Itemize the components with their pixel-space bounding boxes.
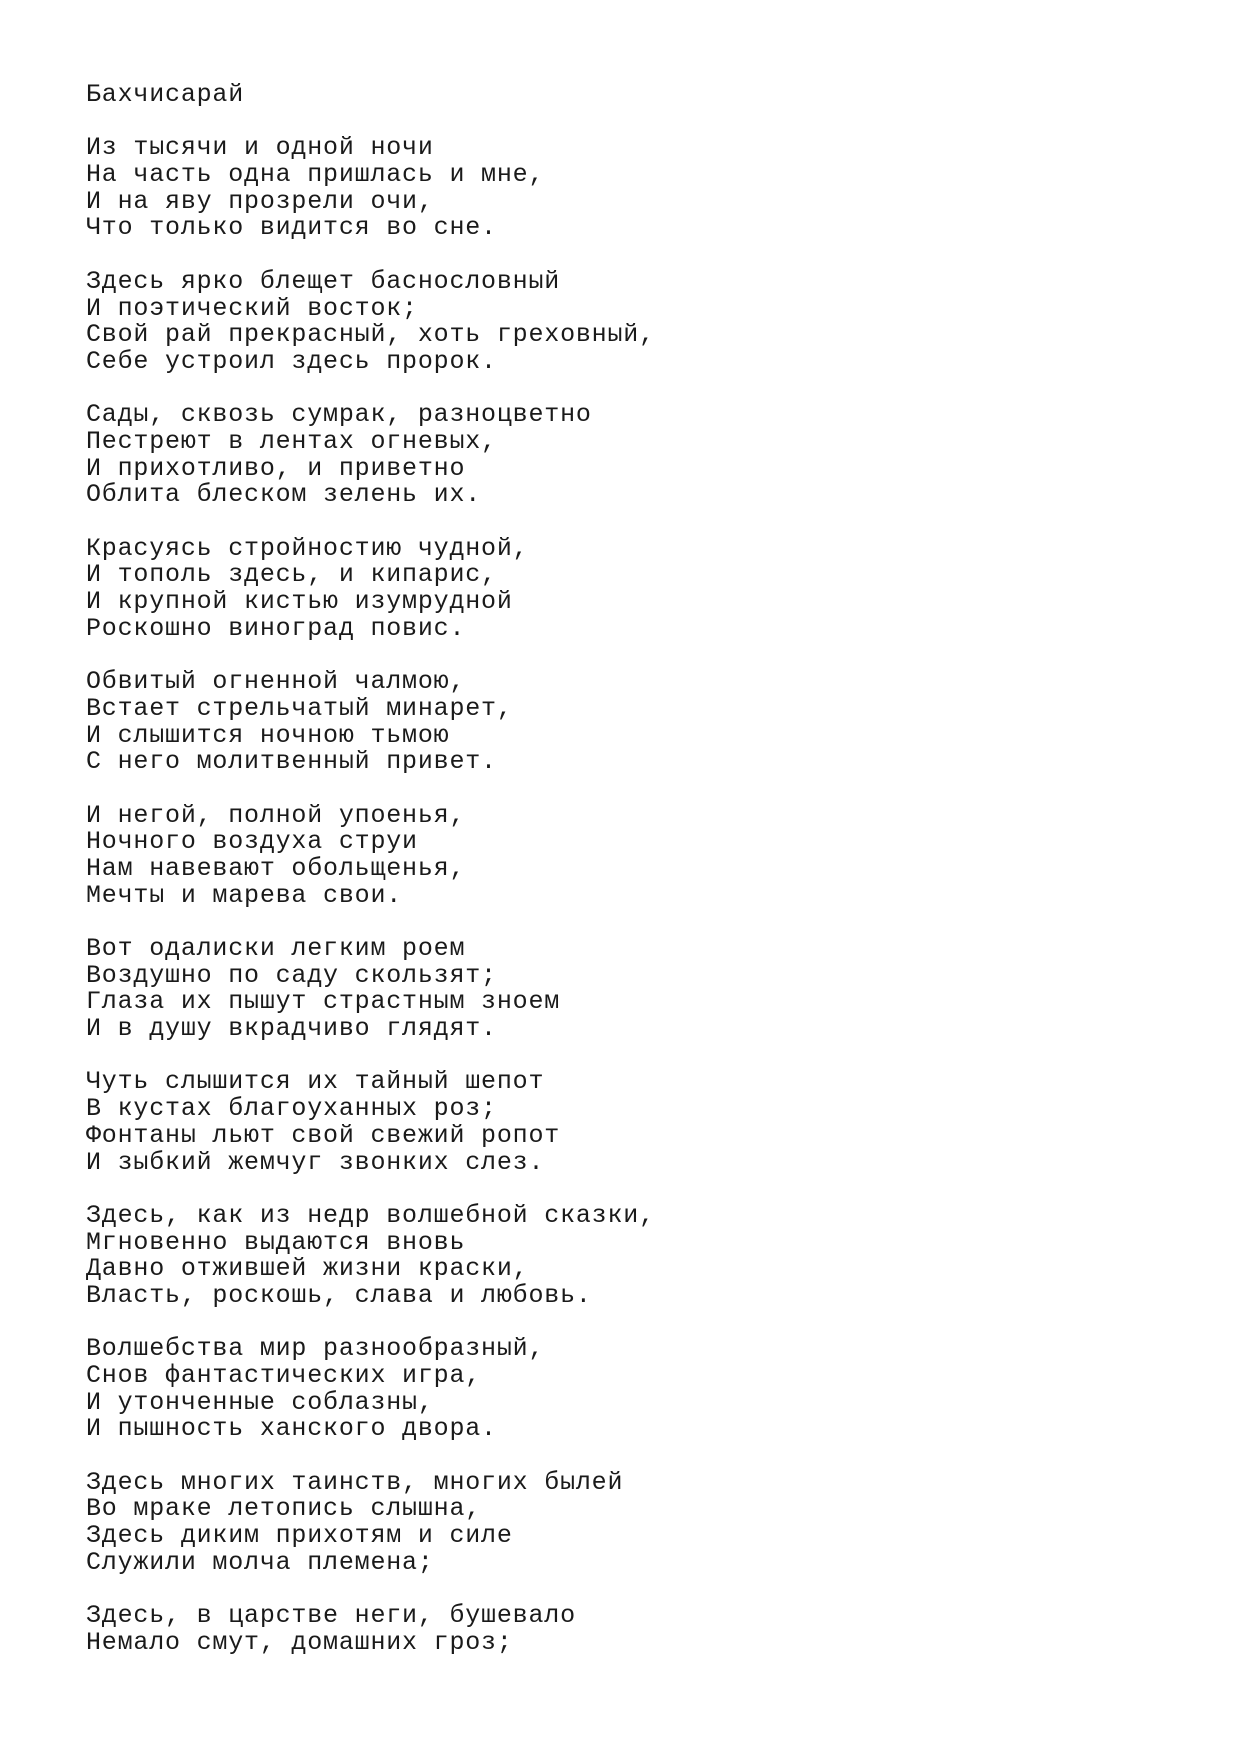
poem-line: Волшебства мир разнообразный, — [86, 1334, 545, 1364]
poem-line: Себе устроил здесь пророк. — [86, 346, 497, 376]
poem-line: И тополь здесь, и кипарис, — [86, 560, 497, 590]
poem-line: Здесь многих таинств, многих былей — [86, 1467, 624, 1497]
stanza — [86, 1069, 1186, 1176]
poem-line: Чуть слышится их тайный шепот — [86, 1067, 545, 1097]
stanza — [86, 1603, 1186, 1656]
poem-line: И прихотливо, и приветно — [86, 453, 466, 483]
poem-line: Что только видится во сне. — [86, 213, 497, 243]
poem-line: Воздушно по саду скользят; — [86, 960, 497, 990]
poem-line: С него молитвенный привет. — [86, 747, 497, 777]
poem-line: Глаза их пышут страстным зноем — [86, 987, 561, 1017]
poem-line: И на яву прозрели очи, — [86, 186, 434, 216]
poem-title: Бахчисарай — [86, 80, 245, 109]
poem-line: Мгновенно выдаются вновь — [86, 1227, 466, 1257]
poem-line: Фонтаны льют свой свежий ропот — [86, 1120, 561, 1150]
poem-line: Красуясь стройностию чудной, — [86, 533, 529, 563]
poem-line: Снов фантастических игра, — [86, 1361, 482, 1390]
poem-line: Здесь ярко блещет баснословный — [86, 266, 561, 296]
poem-line: В кустах благоуханных роз; — [86, 1094, 497, 1124]
poem-line: Роскошно виноград повис. — [86, 613, 466, 643]
poem-line: Нам навевают обольщенья, — [86, 853, 466, 883]
poem-line: Мечты и марева свои. — [86, 880, 403, 910]
poem-line: Во мраке летопись слышна, — [86, 1494, 482, 1524]
poem-line: Немало смут, домашних гроз; — [86, 1627, 513, 1657]
poem-line: На часть одна пришлась и мне, — [86, 160, 545, 190]
stanza — [86, 1200, 1186, 1310]
poem-line: Свой рай прекрасный, хоть греховный, — [86, 320, 655, 350]
stanza — [86, 800, 1186, 910]
poem-line: Пестреют в лентах огневых, — [86, 426, 497, 456]
poem-line: Власть, роскошь, слава и любовь. — [86, 1280, 592, 1310]
stanza — [86, 266, 1186, 376]
stanza — [86, 936, 1186, 1043]
poem-line: Здесь, как из недр волшебной сказки, — [86, 1200, 655, 1230]
poem-line: Встает стрельчатый минарет, — [86, 693, 513, 723]
poem-line: Служили молча племена; — [86, 1547, 434, 1577]
poem-body — [86, 135, 1186, 1656]
stanza — [86, 402, 1186, 509]
poem-line: Давно отжившей жизни краски, — [86, 1254, 529, 1284]
poem-line: И пышность ханского двора. — [86, 1414, 497, 1444]
poem-line: Из тысячи и одной ночи — [86, 133, 434, 163]
poem-line: Здесь, в царстве неги, бушевало — [86, 1601, 576, 1631]
poem-line: Облита блеском зелень их. — [86, 480, 482, 510]
poem-line: И в душу вкрадчиво глядят. — [86, 1014, 497, 1044]
stanza — [86, 135, 1186, 242]
poem-line: И негой, полной упоенья, — [86, 800, 466, 830]
poem-line: Ночного воздуха струи — [86, 827, 418, 857]
stanza — [86, 533, 1186, 643]
poem-line: И слышится ночною тьмою — [86, 720, 450, 750]
stanza — [86, 1336, 1186, 1443]
stanza — [86, 1467, 1186, 1577]
poem-line: И поэтический восток; — [86, 293, 418, 323]
poem-line: Здесь диким прихотям и силе — [86, 1521, 513, 1551]
poem-line: И крупной кистью изумрудной — [86, 587, 513, 617]
poem-line: И зыбкий жемчуг звонких слез. — [86, 1147, 545, 1177]
document-page — [86, 82, 1186, 1683]
poem-line: Сады, сквозь сумрак, разноцветно — [86, 400, 592, 430]
poem-line: Вот одалиски легким роем — [86, 934, 466, 963]
stanza — [86, 669, 1186, 776]
poem-line: И утонченные соблазны, — [86, 1387, 434, 1417]
poem-line: Обвитый огненной чалмою, — [86, 667, 466, 697]
